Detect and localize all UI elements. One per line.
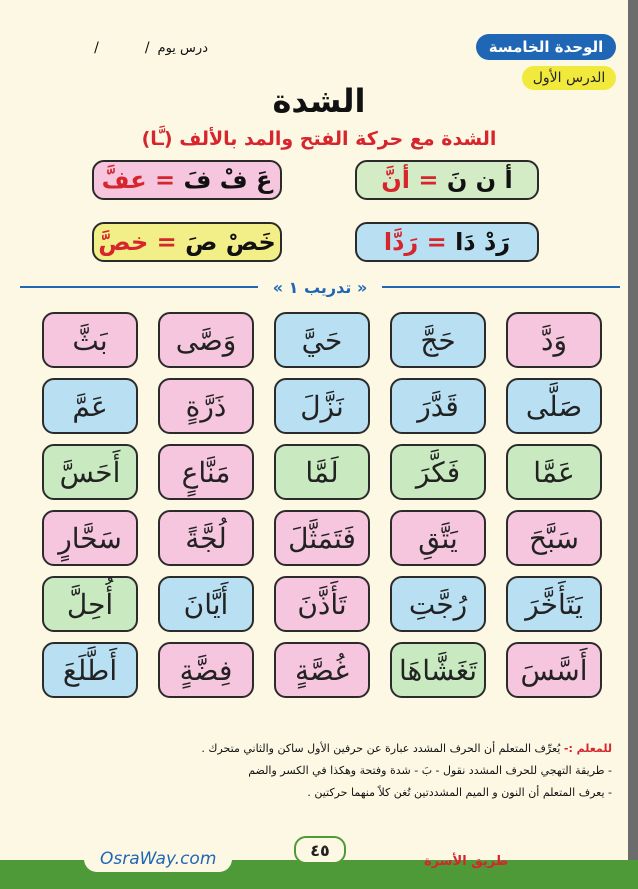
word-tile: فَتَمَثَّلَ [274, 510, 370, 566]
footer-brand: طريق الأسرة [424, 853, 509, 869]
equation-result: = عفَّ [101, 166, 176, 194]
page-title: الشدة [272, 82, 366, 120]
equation-parts: خَصْ صَ [185, 228, 276, 256]
teacher-notes [40, 738, 612, 804]
date-label: درس يوم [157, 40, 208, 56]
word-tile: عَمَّا [506, 444, 602, 500]
equation-parts: أ ن نَ [446, 166, 513, 194]
lesson-date [58, 38, 208, 58]
note-line: - طريقة التهجي للحرف المشدد نقول - بَ - شدة وفتحة وهكذا في الكسر والضم [248, 764, 612, 777]
word-tile: أُحِلَّ [42, 576, 138, 632]
page-edge [628, 0, 638, 889]
word-tile: حَجَّ [390, 312, 486, 368]
date-separator: / [94, 40, 99, 56]
word-tile: وَدَّ [506, 312, 602, 368]
word-grid [40, 312, 602, 696]
word-tile: وَصَّى [158, 312, 254, 368]
equation-parts: عَ فْ فَ [183, 166, 273, 194]
word-tile: حَيَّ [274, 312, 370, 368]
training-title: « تدريب ١ » [258, 274, 382, 300]
date-separator: / [144, 40, 150, 56]
word-tile: فِضَّةٍ [158, 642, 254, 698]
word-tile: مَنَّاعٍ [158, 444, 254, 500]
word-tile: أَسَّسَ [506, 642, 602, 698]
unit-badge: الوحدة الخامسة [476, 34, 616, 60]
word-tile: لَمَّا [274, 444, 370, 500]
equation-result: = رَدَّا [383, 228, 447, 256]
word-tile: رُجَّتِ [390, 576, 486, 632]
page-number: ٤٥ [294, 836, 346, 864]
word-tile: أَيَّانَ [158, 576, 254, 632]
word-tile: أَطَّلَعَ [42, 642, 138, 698]
word-tile: أَحَسَّ [42, 444, 138, 500]
note-line: - يعرف المتعلم أن النون و الميم المشددتين تُغن كلاً منهما حركتين . [307, 786, 612, 799]
equation-box [92, 222, 282, 262]
word-tile: غُصَّةٍ [274, 642, 370, 698]
word-tile: يَتَّقِ [390, 510, 486, 566]
equation-box [355, 160, 539, 200]
word-tile: سَحَّارٍ [42, 510, 138, 566]
note-line [40, 738, 612, 760]
word-tile: تَغَشَّاهَا [390, 642, 486, 698]
word-tile: فَكَّرَ [390, 444, 486, 500]
word-tile: لُجَّةً [158, 510, 254, 566]
equation-box [355, 222, 539, 262]
footer-site-logo: OsraWay.com [84, 846, 232, 872]
note-text: يُعرِّف المتعلم أن الحرف المشدد عبارة عن حرفين الأول ساكن والثاني متحرك . [201, 742, 561, 755]
equation-box [92, 160, 282, 200]
lesson-subtitle: الشدة مع حركة الفتح والمد بالألف (ـَّا) [141, 128, 497, 150]
word-tile: صَلَّى [506, 378, 602, 434]
word-tile: تَأَذَّنَ [274, 576, 370, 632]
word-tile: يَتَأَخَّرَ [506, 576, 602, 632]
word-tile: عَمَّ [42, 378, 138, 434]
equation-result: = خصَّ [98, 228, 177, 256]
word-tile: ذَرَّةٍ [158, 378, 254, 434]
word-tile: نَزَّلَ [274, 378, 370, 434]
lesson-badge: الدرس الأول [522, 66, 616, 90]
note-label: للمعلم :- [563, 742, 612, 755]
equation-result: = أنَّ [381, 166, 439, 194]
word-tile: سَبَّحَ [506, 510, 602, 566]
equation-parts: رَدْ دَا [455, 228, 511, 256]
word-tile: بَثَّ [42, 312, 138, 368]
word-tile: قَدَّرَ [390, 378, 486, 434]
